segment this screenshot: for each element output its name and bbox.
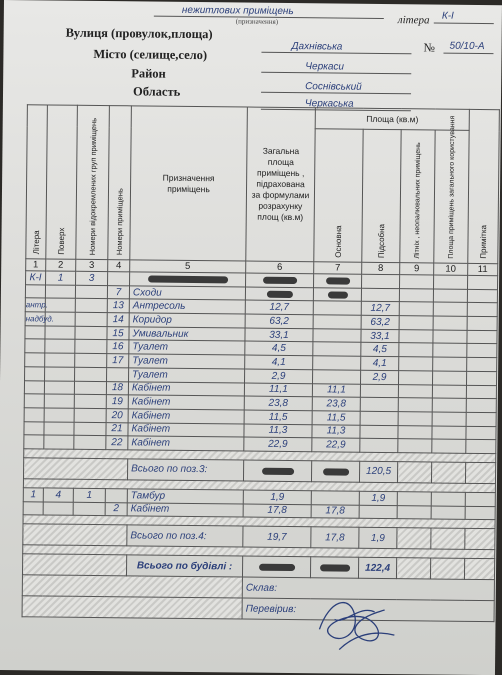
redaction-mark bbox=[327, 291, 347, 298]
room-name: Кабінет bbox=[128, 436, 244, 451]
colnum-8: 8 bbox=[362, 262, 400, 274]
col-header-main: Основна bbox=[314, 129, 363, 262]
col-header-note: Примітка bbox=[468, 109, 500, 263]
aux-area bbox=[360, 439, 398, 453]
redaction-mark bbox=[259, 564, 295, 571]
aux-area bbox=[359, 505, 397, 519]
city-underline bbox=[261, 72, 411, 75]
subtotal-label: Всього по поз.4: bbox=[127, 525, 243, 547]
room-number: 16 bbox=[107, 340, 129, 354]
aux-area: 12,7 bbox=[361, 302, 399, 316]
redaction-mark bbox=[326, 277, 350, 284]
colnum-9: 9 bbox=[400, 263, 434, 275]
col-header-summer: Літніх , неопалювальних приміщень bbox=[400, 130, 435, 263]
room-number: 19 bbox=[106, 395, 128, 409]
cell-floor: 1 bbox=[46, 271, 76, 285]
room-number: 20 bbox=[106, 408, 128, 422]
main-area bbox=[313, 356, 361, 370]
aux-area bbox=[360, 411, 398, 425]
number-label: № bbox=[423, 40, 436, 55]
main-area: 23,8 bbox=[312, 397, 360, 411]
redaction-mark bbox=[148, 276, 228, 284]
composed-by-label: Склав: bbox=[242, 577, 494, 601]
main-area bbox=[313, 315, 361, 329]
room-number: 2 bbox=[105, 502, 127, 516]
colnum-10: 10 bbox=[434, 263, 468, 275]
region-label: Область bbox=[132, 84, 181, 99]
street-label: Вулиця (провулок,площа) bbox=[65, 25, 213, 42]
litera-value: К-І bbox=[441, 10, 454, 22]
cell-floor: 4 bbox=[43, 488, 73, 502]
room-number bbox=[105, 489, 127, 503]
district-label: Район bbox=[131, 66, 166, 81]
signature-scribble bbox=[309, 589, 400, 660]
room-name: Кабінет bbox=[128, 422, 244, 437]
room-name: Антресоль bbox=[129, 299, 245, 314]
redaction-mark bbox=[266, 290, 292, 297]
room-name: Туалет bbox=[129, 340, 245, 355]
main-area: 17,8 bbox=[311, 504, 359, 518]
aux-area: 4,1 bbox=[361, 356, 399, 370]
cell-group: 3 bbox=[76, 271, 108, 285]
total-area: 2,9 bbox=[245, 369, 313, 383]
room-name: Кабінет bbox=[128, 381, 244, 396]
colnum-1: 1 bbox=[26, 259, 46, 271]
aux-area: 33,1 bbox=[361, 329, 399, 343]
premises-type: нежитлових приміщень bbox=[181, 4, 294, 18]
main-area bbox=[311, 491, 359, 505]
room-number: 17 bbox=[107, 354, 129, 368]
subtotal-aux-area: 120,5 bbox=[359, 461, 397, 482]
col-header-floor: Поверх bbox=[46, 105, 78, 259]
row-litera: антр. bbox=[25, 298, 45, 312]
aux-area: 63,2 bbox=[361, 315, 399, 329]
colnum-3: 3 bbox=[76, 259, 108, 271]
aux-area: 2,9 bbox=[361, 370, 399, 384]
total-area: 11,1 bbox=[244, 383, 312, 397]
col-header-group-numbers: Номери відокремлених груп приміщень bbox=[76, 105, 110, 259]
colnum-6: 6 bbox=[246, 261, 314, 274]
room-name: Коридор bbox=[129, 313, 245, 328]
district-underline bbox=[261, 92, 411, 95]
room-number: 21 bbox=[106, 422, 128, 436]
room-name: Кабінет bbox=[128, 395, 244, 410]
total-area: 1,9 bbox=[243, 490, 311, 504]
room-number: 7 bbox=[107, 285, 129, 299]
room-name: Кабінет bbox=[128, 409, 244, 424]
total-area: 17,8 bbox=[243, 504, 311, 518]
subtotal-main-area: 17,8 bbox=[311, 527, 359, 549]
col-header-litera: Літера bbox=[26, 105, 48, 259]
cell-litera: К-І bbox=[26, 271, 46, 285]
aux-area bbox=[360, 384, 398, 398]
subtotal-aux-area: 1,9 bbox=[359, 528, 397, 549]
colnum-4: 4 bbox=[108, 260, 130, 272]
main-area bbox=[313, 370, 361, 384]
cell-group: 1 bbox=[73, 488, 105, 502]
main-area bbox=[313, 342, 361, 356]
colnum-5: 5 bbox=[130, 260, 246, 273]
room-number bbox=[107, 367, 129, 381]
building-total-label: Всього по будівлі : bbox=[126, 555, 242, 577]
street-value: Дахнівська bbox=[291, 41, 343, 53]
main-area bbox=[313, 301, 361, 315]
number-underline bbox=[443, 53, 493, 55]
building-total-aux-area: 122,4 bbox=[358, 558, 396, 579]
total-area: 11,5 bbox=[244, 410, 312, 424]
room-number: 13 bbox=[107, 299, 129, 313]
col-header-room-numbers: Номери приміщень bbox=[108, 106, 132, 260]
room-number: 22 bbox=[106, 436, 128, 450]
total-area: 4,5 bbox=[245, 341, 313, 355]
col-header-total-area: Загальна площа приміщень , підрахована за формулами розрахунку площ (кв.м) bbox=[246, 107, 316, 262]
district-value: Соснівський bbox=[305, 81, 362, 93]
subtotal-label: Всього по поз.3: bbox=[127, 459, 243, 481]
region-value: Черкаська bbox=[304, 98, 354, 110]
main-area: 22,9 bbox=[312, 438, 360, 452]
checked-by-label: Перевірив: bbox=[242, 598, 494, 622]
colnum-2: 2 bbox=[46, 259, 76, 271]
total-area: 22,9 bbox=[244, 437, 312, 451]
room-number: 18 bbox=[106, 381, 128, 395]
city-value: Черкаси bbox=[305, 61, 345, 73]
main-area: 11,3 bbox=[312, 424, 360, 438]
street-underline bbox=[261, 52, 411, 55]
aux-area: 1,9 bbox=[359, 491, 397, 505]
room-number: 15 bbox=[107, 326, 129, 340]
room-name: Туалет bbox=[129, 354, 245, 369]
main-area bbox=[313, 329, 361, 343]
total-area: 12,7 bbox=[245, 300, 313, 314]
redaction-mark bbox=[262, 467, 294, 474]
city-label: Місто (селище,село) bbox=[93, 46, 208, 63]
col-header-common: Площа приміщень загального користування bbox=[434, 130, 469, 263]
aux-area: 4,5 bbox=[361, 343, 399, 357]
main-area: 11,1 bbox=[312, 383, 360, 397]
total-area: 63,2 bbox=[245, 314, 313, 328]
litera-label: літера bbox=[397, 14, 430, 27]
room-name: Умивальник bbox=[129, 327, 245, 342]
row-litera: надбуд. bbox=[25, 312, 45, 326]
aux-area bbox=[360, 397, 398, 411]
colnum-11: 11 bbox=[468, 263, 498, 275]
room-number: 14 bbox=[107, 313, 129, 327]
colnum-7: 7 bbox=[314, 262, 362, 275]
redaction-mark bbox=[263, 277, 297, 284]
premises-type-caption: (призначення) bbox=[235, 17, 279, 26]
number-value: 50/10-А bbox=[449, 40, 485, 53]
aux-area bbox=[360, 425, 398, 439]
main-area: 11,5 bbox=[312, 411, 360, 425]
total-area: 23,8 bbox=[244, 396, 312, 410]
col-header-aux: Підсобна bbox=[362, 129, 401, 262]
subtotal-total-area: 19,7 bbox=[243, 526, 311, 548]
checked-row bbox=[22, 596, 494, 622]
header-row-1 bbox=[27, 105, 499, 131]
col-header-purpose: Призначення приміщень bbox=[130, 106, 248, 261]
litera-underline bbox=[434, 23, 494, 25]
total-area: 33,1 bbox=[245, 328, 313, 342]
room-name: Туалет bbox=[129, 368, 245, 383]
room-name: Тамбур bbox=[127, 489, 243, 504]
premises-register-table bbox=[22, 104, 500, 622]
room-name: Кабінет bbox=[127, 502, 243, 517]
col-header-area-group: Площа (кв.м) bbox=[315, 108, 469, 131]
room-name: Сходи bbox=[129, 286, 245, 301]
total-area: 11,3 bbox=[244, 424, 312, 438]
redaction-mark bbox=[320, 564, 350, 571]
total-area: 4,1 bbox=[245, 355, 313, 369]
cell-litera: 1 bbox=[23, 488, 43, 502]
redaction-mark bbox=[323, 468, 349, 475]
